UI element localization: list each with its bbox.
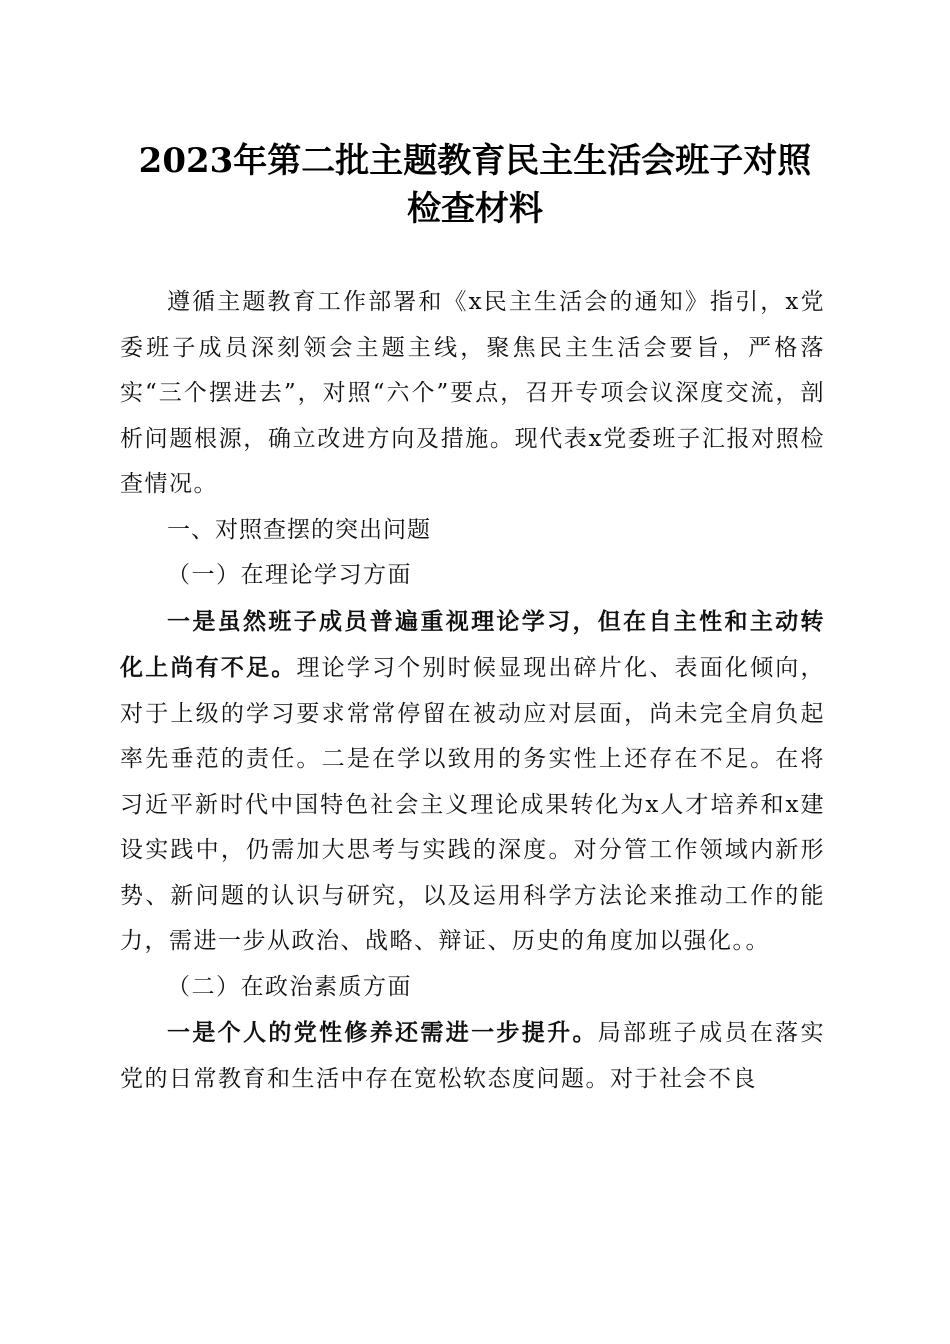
- document-title: [120, 137, 830, 233]
- theory-paragraph: [120, 599, 825, 965]
- political-paragraph: [120, 1010, 825, 1102]
- subsection-heading-theory: （一）在理论学习方面: [167, 562, 412, 588]
- theory-body-text: 理论学习个别时候显现出碎片化、表面化倾向，对于上级的学习要求常常停留在被动应对层面，尚未完全肩负起率先垂范的责任。二是在学以致用的务实性上还存在不足。在将习近平新时代中国特色社会主义理论成果转化为x人才培养和x建设实践中，仍需加大思考与实践的深度。对分管工作领域内新形势、新问题的认识与研究，以及运用科学方法论来推动工作的能力，需进一步从政治、战略、辩证、历史的角度加以强化。。: [120, 655, 826, 954]
- political-body-text: 局部班子成员在落实党的日常教育和生活中存在宽松软态度问题。对于社会不良: [120, 1020, 826, 1092]
- subsection-heading-political: （二）在政治素质方面: [167, 973, 412, 1000]
- intro-paragraph: 遵循主题教育工作部署和《x民主生活会的通知》指引，x党委班子成员深刻领会主题主线，聚焦民主生活会要旨，严格落实“三个摆进去”，对照“六个”要点，召开专项会议深度交流，剖析问题根源，确立改进方向及措施。现代表x党委班子汇报对照检查情况。: [120, 289, 825, 497]
- political-lead-sentence: 一是个人的党性修养还需进一步提升。: [167, 1019, 598, 1046]
- theory-lead-sentence: 一是虽然班子成员普遍重视理论学习，但在自主性和主动转化上尚有不足。: [120, 607, 825, 681]
- title-line-2: 检查材料: [407, 189, 543, 229]
- section-heading-problems: 一、对照查摆的突出问题: [167, 516, 431, 543]
- title-line-1: 2023年第二批主题教育民主生活会班子对照: [138, 141, 812, 181]
- document-body: [120, 280, 825, 1102]
